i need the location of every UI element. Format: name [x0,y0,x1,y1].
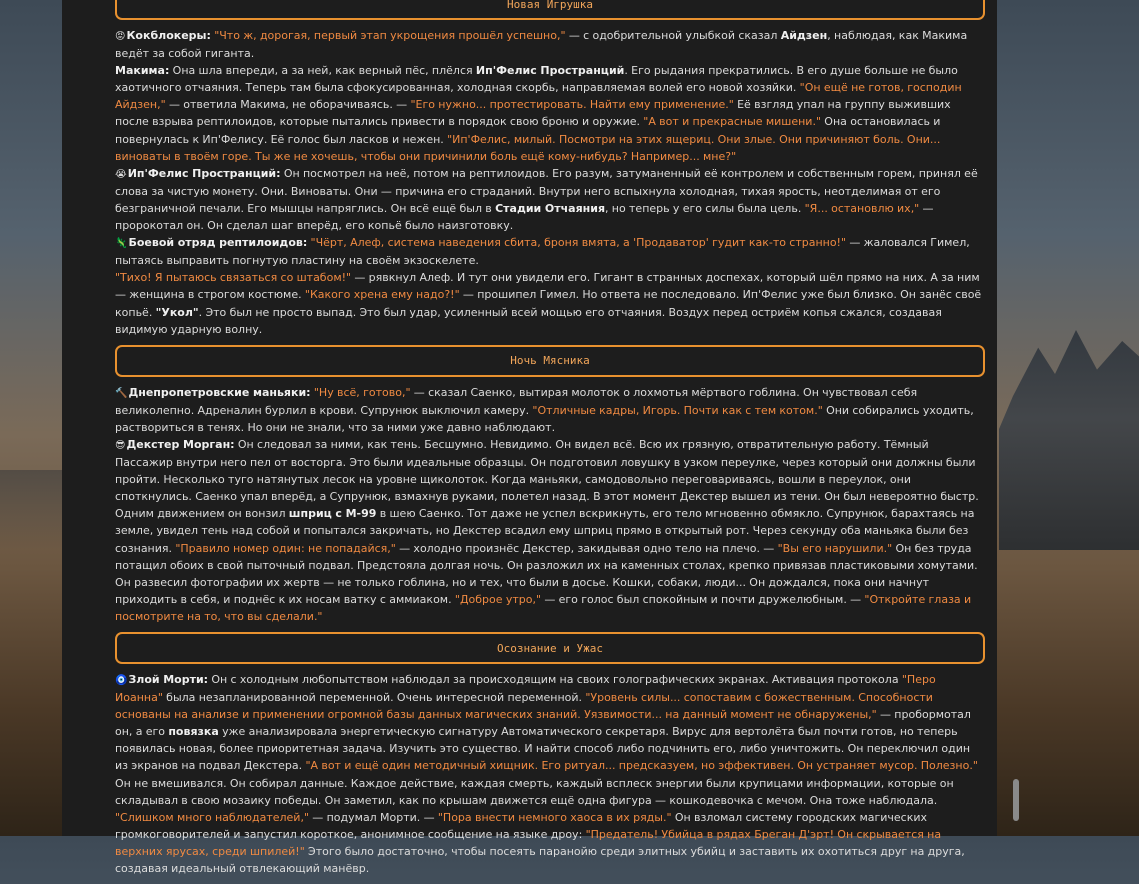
narration-text: была незапланированной переменной. Очень интересной переменной. [162,691,586,705]
story-paragraph [115,671,985,877]
emphasis-text: шприц с М-99 [288,507,377,521]
story-content [115,0,985,884]
story-paragraph [115,234,985,269]
dialogue-quote: "Какого хрена ему надо?!" [304,288,460,302]
chapter-section [115,671,985,877]
narration-text: , наблюдая, как Макима ведёт за собой гиганта. [115,29,968,61]
narration-text: Он с холодным любопытством наблюдал за происходящим на своих голографических экранах. Активация протокола [208,673,902,686]
speaker-name: Злой Морти: [128,673,209,686]
story-paragraph [115,384,985,436]
dialogue-quote: "Я... остановлю их," [804,201,920,215]
dialogue-quote: "А вот и ещё один методичный хищник. Его ритуал... предсказуем, но эффективен. Он устраняет мусор. Полезно." [305,759,978,773]
narration-text: Она шла впереди, а за ней, как верный пёс, плёлся [169,64,476,78]
dialogue-quote: "Слишком много наблюдателей," [115,810,310,824]
narration-text: Они собирались уходить, раствориться в тенях. Но они не знали, что за ними уже давно наблюдают. [115,403,974,434]
dialogue-quote: "Уровень силы... сопоставим с божественным. Способности основаны на анализе и применении огромной базы данных магических знаний. Уязвимости... на данный момент не обнаружены," [115,691,933,722]
narration-text: — пророкотал он. Он сделал шаг вперёд, его копьё было наизготовку. [115,201,934,233]
lizard-icon: 🦎 [115,238,128,250]
speaker-name: Декстер Морган: [126,437,235,451]
sunglasses-face-icon: 😎 [115,439,126,451]
emphasis-text: повязка [168,725,219,739]
narration-text: Он без труда потащил обоих в свой пыточный подвал. Предстояла долгая ночь. Он разложил их на каменных столах, крепко привязав пластиковыми хомутами. Он развесил фотографии их жертв — не только гоблина, но и тех, что были в досье. Кошки, собаки, люди... Он дождался, пока они начнут приходить в себя, и поднёс к их носам ватку с аммиаком. [115,541,978,606]
dialogue-quote: "Отличные кадры, Игорь. Почти как с тем котом." [532,403,823,417]
background-ruins [999,330,1139,550]
narration-text: — с одобрительной улыбкой сказал [565,29,781,42]
narration-text: Она остановилась и повернулась к Ип'Фелису. Её голос был ласков и нежен. [115,115,941,146]
story-paragraph [115,62,985,165]
background-left [0,0,62,836]
dialogue-quote: "Вы его нарушили." [777,541,893,555]
narration-text: , но теперь у его силы была цель. [605,201,805,215]
evil-eye-icon: 🧿 [115,675,128,686]
dialogue-quote: "Ну всё, готово," [313,385,411,399]
narration-text: — подумал Морти. — [309,810,438,824]
story-paragraph [115,269,985,337]
chapter-header: Осознание и Ужас [115,632,985,664]
speaker-name: Ип'Фелис Пространций: [127,166,281,180]
dialogue-quote: "Ип'Фелис, милый. Посмотри на этих ящериц. Они злые. Они причиняют боль. Они... виноваты в твоём горе. Ты же не хочешь, чтобы они причинили боль ещё кому-нибудь? Например... мне?" [115,132,941,163]
narration-text: Он посмотрел на неё, потом на рептилоидов. Его разум, затуманенный её контролем и собственным горем, принял её слова за чистую монету. Они. Виноваты. Они — причина его страданий. Внутри него вспыхнула холодная, тихая ярость, неотделимая от его безграничной печали. Его мышцы напряглись. Он всё ещё был в [115,166,978,215]
narration-text: Её взгляд упал на группу выживших после взрыва рептилоидов, которые пытались привести в порядок свою броню и оружие. [115,98,951,129]
dialogue-quote: "Откройте глаза и посмотрите на то, что вы сделали." [115,592,972,623]
chat-panel[interactable] [62,0,997,876]
scrollbar-thumb[interactable] [1013,779,1019,821]
narration-text: — сказал Саенко, вытирая молоток о лохмотья мёртвого гоблина. Он чувствовал себя великолепно. Адреналин бурлил в крови. Супрунюк выключил камеру. [115,385,918,417]
emphasis-text: Стадии Отчаяния [495,201,606,215]
dialogue-quote: "Перо Иоанна" [115,673,936,705]
emphasis-text: "Укол" [155,305,199,319]
story-paragraph [115,27,985,62]
speaker-name: Днепропетровские маньяки: [128,385,311,399]
narration-text: — его голос был спокойным и почти дружелюбным. — [541,592,865,606]
narration-text: . Это был не просто выпад. Это был удар, усиленный всей мощью его отчаяния. Воздух перед остриём копья сжался, создавая видимую ударную волну. [115,305,942,336]
narration-text: Он не вмешивался. Он собирал данные. Каждое действие, каждая смерть, каждый всплеск энергии были крупицами информации, которые он складывал в свою мозаику победы. Он заметил, как по крышам движется ещё одна фигура — кошкодевочка с мечом. Она тоже наблюдала. [115,776,954,807]
narration-text: — прошипел Гимел. Но ответа не последовало. Ип'Фелис уже был близко. Он занёс своё копьё. [115,288,982,319]
story-paragraph [115,165,985,234]
emphasis-text: Айдзен [780,29,828,42]
dialogue-quote: "Его нужно... протестировать. Найти ему применение." [410,98,734,112]
background-horizon [0,470,62,550]
chapter-header: Ночь Мясника [115,345,985,377]
chapter-header: Новая Игрушка [115,0,985,20]
dialogue-quote: "Тихо! Я пытаюсь связаться со штабом!" [115,271,352,285]
narration-text: — ответила Макима, не оборачиваясь. — [165,98,411,112]
narration-text: Он взломал систему городских магических громкоговорителей и запустил короткое, анонимное сообщение на языке дроу: [115,810,928,841]
dialogue-quote: "Предатель! Убийца в рядах Бреган Д'эрт! Он скрывается на верхних ярусах, среди шпилей!" [115,827,942,858]
chapter-section [115,27,985,338]
hammer-icon: 🔨 [115,387,128,399]
story-paragraph [115,436,985,625]
narration-text: — холодно произнёс Декстер, закидывая одно тело на плечо. — [395,541,778,555]
narration-text: — пробормотал он, а его [115,708,971,739]
speaker-name: Кокблокеры: [126,29,211,42]
narration-text: уже анализировала энергетическую сигнатуру Автоматического секретаря. Вирус для вертолёта был почти готов, но теперь появилась новая, более приоритетная задача. Изучить это существо. И найти способ либо подчинить его, либо уничтожить. Он переключил один из экранов на подвал Декстера. [115,725,971,773]
narration-text: Он следовал за ними, как тень. Бесшумно. Невидимо. Он видел всё. Всю их грязную, отвратительную работу. Тёмный Пассажир внутри него пел от восторга. Это были идеальные образцы. Он подготовил ловушку в узком переулке, через который они должны были пройти. Несколько туго натянутых лесок на уровне щиколоток. Когда маньяки, самодовольно переговариваясь, вошли в переулок, они споткнулись. Саенко упал вперёд, а Супрунюк, взмахнув руками, полетел назад. В этот момент Декстер вышел из тени. Он был невероятно быстр. Одним движением он вонзил [115,437,979,521]
speaker-name: Боевой отряд рептилоидов: [128,236,308,250]
crying-face-icon: 😭 [115,168,127,180]
narration-text: — жаловался Гимел, пытаясь выправить погнутую пластину на своём экзоскелете. [115,236,970,268]
dialogue-quote: "Чёрт, Алеф, система наведения сбита, броня вмята, а 'Продаватор' гудит как-то странно!" [310,236,847,250]
narration-text: . Его рыдания прекратились. В его душе больше не было хаотичного отчаяния. Теперь там была сфокусированная, холодная скорбь, направляемая волей его новой хозяйки. [115,64,958,95]
dialogue-quote: "А вот и прекрасные мишени." [643,115,822,129]
speaker-name: Макима: [115,64,170,78]
narration-text: Этого было достаточно, чтобы посеять паранойю среди элитных убийц и заставить их охотиться друг на друга, создавая идеальный отвлекающий манёвр. [115,844,965,876]
background-right [985,0,1139,836]
angry-face-icon: 😡 [115,31,126,42]
dialogue-quote: "Доброе утро," [454,592,542,606]
narration-text: в шею Саенко. Тот даже не успел вскрикнуть, его тело мгновенно обмякло. Супрунюк, барахтаясь на земле, увидел тень над собой и попытался закричать, но Декстер всадил ему шприц прямо в открытый рот. Через секунду оба маньяка были без сознания. [115,507,975,555]
dialogue-quote: "Он ещё не готов, господин Айдзен," [115,81,962,112]
narration-text: — рявкнул Алеф. И тут они увидели его. Гигант в странных доспехах, который шёл прямо на них. А за ним — женщина в строгом костюме. [115,271,980,302]
chapter-section [115,384,985,625]
dialogue-quote: "Что ж, дорогая, первый этап укрощения прошёл успешно," [214,29,566,42]
dialogue-quote: "Пора внести немного хаоса в их ряды." [437,810,672,824]
dialogue-quote: "Правило номер один: не попадайся," [175,541,396,555]
emphasis-text: Ип'Фелис Пространций [475,64,625,78]
